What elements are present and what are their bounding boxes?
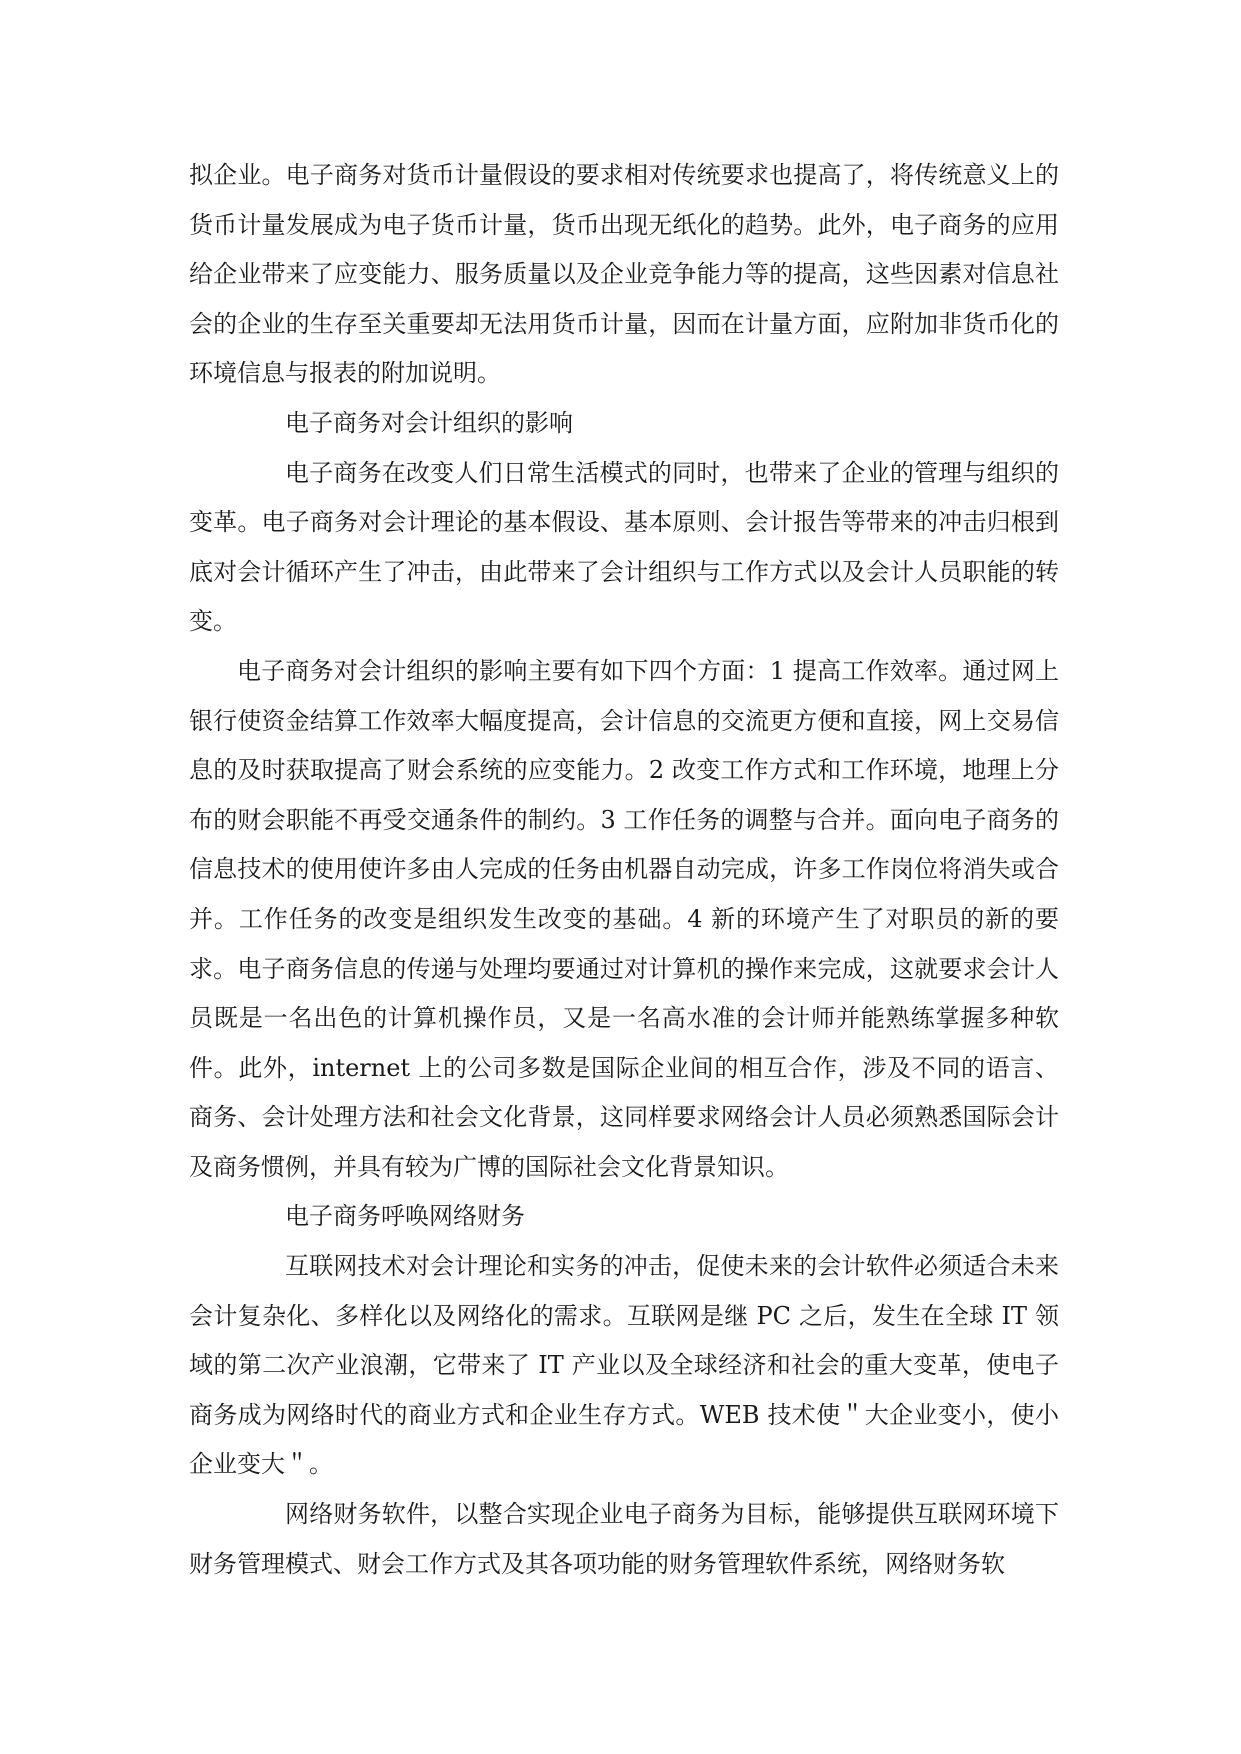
paragraph-network-finance-software: 网络财务软件，以整合实现企业电子商务为目标，能够提供互联网环境下财务管理模式、财会工作方式及其各项功能的财务管理软件系统，网络财务软	[189, 1500, 1059, 1578]
section-heading-accounting-organization: 电子商务对会计组织的影响	[285, 408, 573, 437]
document-body	[189, 151, 1059, 1589]
paragraph-organization-change: 电子商务在改变人们日常生活模式的同时，也带来了企业的管理与组织的变革。电子商务对会计理论的基本假设、基本原则、会计报告等带来的冲击归根到底对会计循环产生了冲击，由此带来了会计组织与工作方式以及会计人员职能的转变。	[189, 458, 1059, 636]
paragraph-four-aspects: 电子商务对会计组织的影响主要有如下四个方面：1 提高工作效率。通过网上银行使资金结算工作效率大幅度提高，会计信息的交流更方便和直接，网上交易信息的及时获取提高了财会系统的应变能力。2 改变工作方式和工作环境，地理上分布的财会职能不再受交通条件的制约。3 工作任务的调整与合并。面向电子商务的信息技术的使用使许多由人完成的任务由机器自动完成，许多工作岗位将消失或合并。工作任务的改变是组织发生改变的基础。4 新的环境产生了对职员的新的要求。电子商务信息的传递与处理均要通过对计算机的操作来完成，这就要求会计人员既是一名出色的计算机操作员，又是一名高水准的会计师并能熟练掌握多种软件。此外，internet 上的公司多数是国际企业间的相互合作，涉及不同的语言、商务、会计处理方法和社会文化背景，这同样要求网络会计人员必须熟悉国际会计及商务惯例，并具有较为广博的国际社会文化背景知识。	[189, 656, 1059, 1181]
section-heading-network-finance: 电子商务呼唤网络财务	[285, 1202, 525, 1231]
paragraph-currency-measurement: 拟企业。电子商务对货币计量假设的要求相对传统要求也提高了，将传统意义上的货币计量发展成为电子货币计量，货币出现无纸化的趋势。此外，电子商务的应用给企业带来了应变能力、服务质量以及企业竞争能力等的提高，这些因素对信息社会的企业的生存至关重要却无法用货币计量，因而在计量方面，应附加非货币化的环境信息与报表的附加说明。	[189, 161, 1059, 388]
paragraph-internet-impact: 互联网技术对会计理论和实务的冲击，促使未来的会计软件必须适合未来会计复杂化、多样化以及网络化的需求。互联网是继 PC 之后，发生在全球 IT 领域的第二次产业浪潮，它带来了 IT 产业以及全球经济和社会的重大变革，使电子商务成为网络时代的商业方式和企业生存方式。WEB 技术使＂大企业变小，使小企业变大＂。	[189, 1252, 1059, 1479]
